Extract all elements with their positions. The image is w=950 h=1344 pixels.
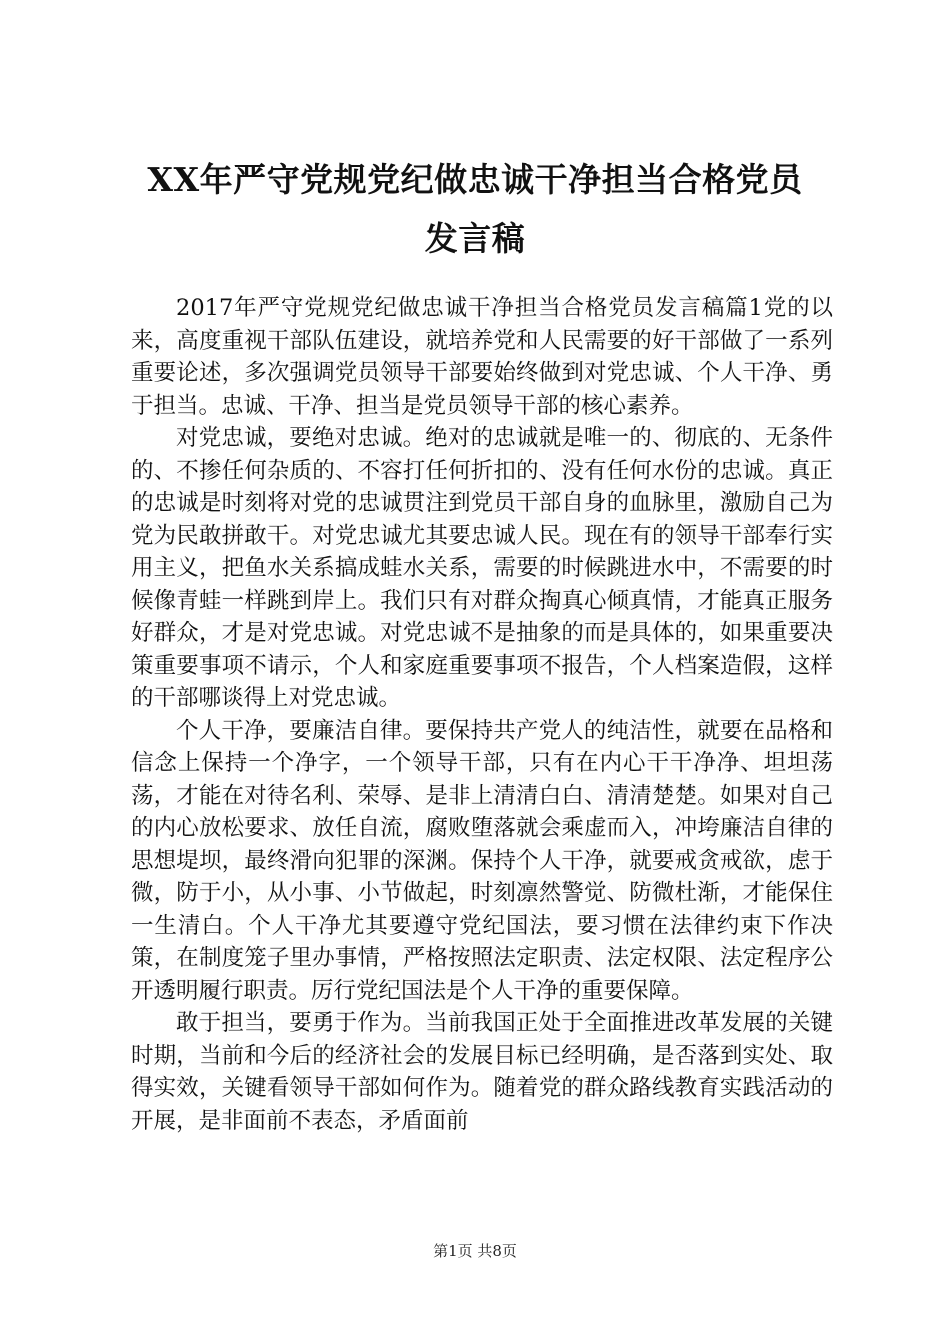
paragraph: 对党忠诚，要绝对忠诚。绝对的忠诚就是唯一的、彻底的、无条件的、不掺任何杂质的、不容打任何折扣的、没有任何水份的忠诚。真正的忠诚是时刻将对党的忠诚贯注到党员干部自身的血脉里，激励自己为党为民敢拼敢干。对党忠诚尤其要忠诚人民。现在有的领导干部奉行实用主义，把鱼水关系搞成蛙水关系，需要的时候跳进水中，不需要的时候像青蛙一样跳到岸上。我们只有对群众掏真心倾真情，才能真正服务好群众，才是对党忠诚。对党忠诚不是抽象的而是具体的，如果重要决策重要事项不请示，个人和家庭重要事项不报告，个人档案造假，这样的干部哪谈得上对党忠诚。 — [131, 425, 833, 711]
paragraph: 敢于担当，要勇于作为。当前我国正处于全面推进改革发展的关键时期，当前和今后的经济社会的发展目标已经明确，是否落到实处、取得实效，关键看领导干部如何作为。随着党的群众路线教育实践活动的开展，是非面前不表态，矛盾面前 — [131, 1010, 833, 1134]
page-footer: 第1页 共8页 — [433, 1242, 517, 1260]
document-body — [131, 292, 833, 1137]
document-title-line-1: XX年严守党规党纪做忠诚干净担当合格党员 — [147, 160, 803, 199]
document-title-line-2: 发言稿 — [424, 219, 526, 258]
paragraph: 2017年严守党规党纪做忠诚干净担当合格党员发言稿篇1党的以来，高度重视干部队伍建设，就培养党和人民需要的好干部做了一系列重要论述，多次强调党员领导干部要始终做到对党忠诚、个人干净、勇于担当。忠诚、干净、担当是党员领导干部的核心素养。 — [131, 295, 833, 419]
paragraph: 个人干净，要廉洁自律。要保持共产党人的纯洁性，就要在品格和信念上保持一个净字，一个领导干部，只有在内心干干净净、坦坦荡荡，才能在对待名利、荣辱、是非上清清白白、清清楚楚。如果对自己的内心放松要求、放任自流，腐败堕落就会乘虚而入，冲垮廉洁自律的思想堤坝，最终滑向犯罪的深渊。保持个人干净，就要戒贪戒欲，虑于微，防于小，从小事、小节做起，时刻凛然警觉、防微杜渐，才能保住一生清白。个人干净尤其要遵守党纪国法，要习惯在法律约束下作决策，在制度笼子里办事情，严格按照法定职责、法定权限、法定程序公开透明履行职责。厉行党纪国法是个人干净的重要保障。 — [131, 717, 833, 1004]
